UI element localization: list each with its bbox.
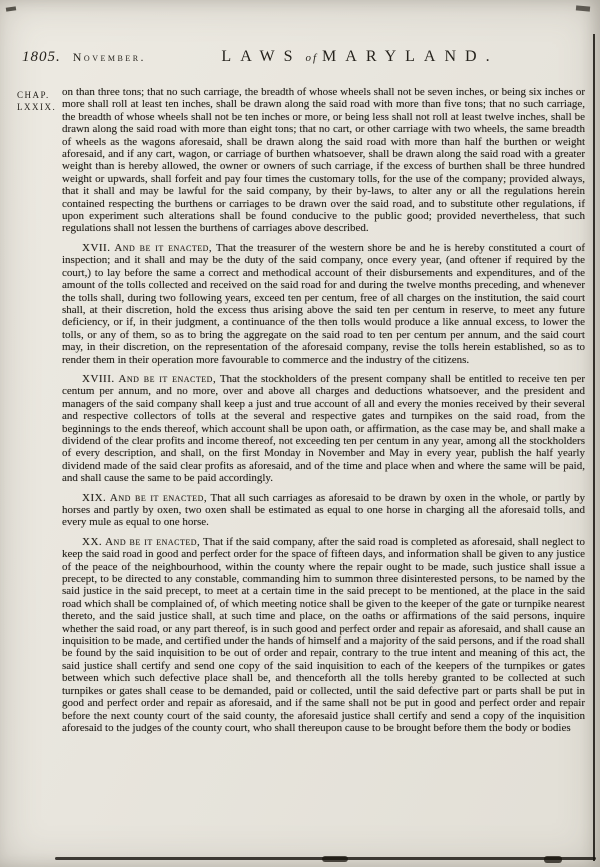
page-month: November. <box>72 50 147 64</box>
section-number: XVII. <box>82 241 111 254</box>
section-number: XX. <box>82 535 103 548</box>
page-title-laws: LAWS <box>221 48 302 65</box>
page-year: 1805. <box>22 49 61 65</box>
paragraph-text: That the stockholders of the present company shall be entitled to receive ten per centum per annum, and no more, over and above all charges and deductions whatsoever, and the president and managers of the said company shall keep a just and true account of all and every the monies received by their several and respective collectors of tolls at the several and respective gates and turnpikes on the said road, from the beginnings to the ends thereof, which account shall be upon oath, or affirmation, as the case may be, and shall make a dividend of the clear profits and income thereof, not exceeding ten per centum in any year, among all the stockholders of every description, and shall, on the first Monday in November and May in every year, publish the half yearly dividend made of the said clear profits as aforesaid, and of the time and place when and where the same will be paid, and shall cause the same to be paid accordingly. <box>62 372 586 485</box>
scan-edge-right <box>593 34 595 861</box>
paragraph-section-20 <box>62 536 585 735</box>
enacting-clause: And be it enacted, <box>105 535 201 548</box>
scan-mark-top-right <box>576 5 590 11</box>
page-header <box>22 48 574 66</box>
enacting-clause: And be it enacted, <box>114 241 213 254</box>
chapter-note <box>17 89 61 113</box>
section-number: XIX. <box>82 491 107 504</box>
page-title-place: MARYLAND. <box>322 48 499 65</box>
scan-mark-bottom-right <box>544 856 562 863</box>
body-text <box>62 86 585 741</box>
chapter-label: CHAP. <box>17 90 50 100</box>
scan-mark-bottom-center <box>322 856 348 862</box>
section-number: XVIII. <box>82 372 115 385</box>
page-title-of: of <box>305 52 319 64</box>
enacting-clause: And be it enacted, <box>118 372 217 385</box>
paragraph-section-18 <box>62 373 585 485</box>
paragraph-text: That all such carriages as aforesaid to be drawn by oxen in the whole, or partly by horses and partly by oxen, two oxen shall be estimated as equal to one horse in charging all the aforesaid tolls, and every mule as equal to one horse. <box>62 491 585 529</box>
page-title <box>146 48 574 66</box>
paragraph-section-17 <box>62 242 585 366</box>
enacting-clause: And be it enacted, <box>109 491 208 504</box>
paragraph-text: That if the said company, after the said road is completed as aforesaid, shall neglect to keep the said road in good and perfect order for the space of fifteen days, and information shall be given to any justice of the peace of the neighbourhood, within the county where the repair ought to be made, such justice shall issue a precept, to be directed to any constable, commanding him to summon three disinterested persons, to be named by the said justice in the said precept, to meet at a certain time in the said precept to be mentioned, at the place in the said road which shall be complained of, of which meeting notice shall be given to the keeper of the gate or turnpike nearest thereto, and the said justice shall, at such time and place, on the oaths or affirmations of the said persons, inquire whether the said road, or any part thereof, is in such good and perfect order and repair as aforesaid, and shall cause an inquisition to be made, and certified under the hands of himself and a majority of the said persons, and if the road shall be found by the said inquisition to be out of order and repair, contrary to the true intent and meaning of this act, the said justice shall certify and send one copy of the said inquisition to each of the keepers of the turnpikes or gates between which such defective place shall be, and thenceforth all the tolls hereby granted to be collected at such turnpikes or gates shall cease to be demanded, paid or collected, until the said defective part or parts shall be put in good and perfect order and repair as aforesaid, and if the same shall not be put in good and perfect order and repair before the next county court of the said county, the aforesaid justice shall certify and send a copy of the inquisition aforesaid to the judges of the county court, who shall thereupon cause to be brought before them the body or bodies <box>62 535 585 734</box>
paragraph-text: on than three tons; that no such carriage, the breadth of whose wheels shall not be seven inches, or being six inches or more shall roll at least ten inches, shall be drawn along the said road with more than five tons; that no such carriage, the breadth of whose wheels shall not be ten inches or more, or being less shall not roll at least twelve inches, shall be drawn along the said road with more than eight tons; that no cart, or other carriage with two wheels, the same breadth of wheels as the wagons aforesaid, shall be drawn along the said road with more than half the burthen or weight aforesaid, and if any cart, wagon, or carriage of burthen whatsoever, shall be drawn along the said road with a greater weight than is hereby allowed, the owner or owners of such carriage, if the excess of burthen shall be three hundred weight or upwards, shall forfeit and pay four times the customary tolls, for the use of the company; provided always, that it shall and may be lawful for the said company, by their by-laws, to alter any or all the regulations herein contained respecting the burthens or carriages to be drawn over the said road, and to substitute other regulations, if upon experiment such alterations shall be found conducive to the public good; provided nevertheless, that such regulations shall not lessen the burthens of carriages above described. <box>62 86 585 235</box>
paragraph-text: That the treasurer of the western shore be and he is hereby constituted a court of inspection; and it shall and may be the duty of the said company, once every year, (and oftener if required by the court,) to lay before the same a correct and methodical account of their disbursements and expenditures, and of the amount of the tolls collected and received on the said road for and during the twelve months preceding, and whenever the tolls shall, during two following years, exceed ten per centum, free of all charges on the institution, the said court shall, at their discretion, hold the excess thus arising above the said ten per centum in reserve, to meet any future deficiency, or if, in their judgment, a continuance of the then tolls would produce a like annual excess, to lower the tolls, or any of them, so as to bring the aggregate on the said road to ten per centum per annum, and the said court may, in their discretion, on the representation of the aforesaid company, revise the tolls herein established, so as to render them in their operation more favourable to commerce and the industry of the citizens. <box>62 241 585 366</box>
scan-mark-top-left <box>6 6 16 11</box>
paragraph-section-19 <box>62 492 585 529</box>
paragraph-continuation <box>62 86 585 235</box>
chapter-number: LXXIX. <box>17 102 57 112</box>
